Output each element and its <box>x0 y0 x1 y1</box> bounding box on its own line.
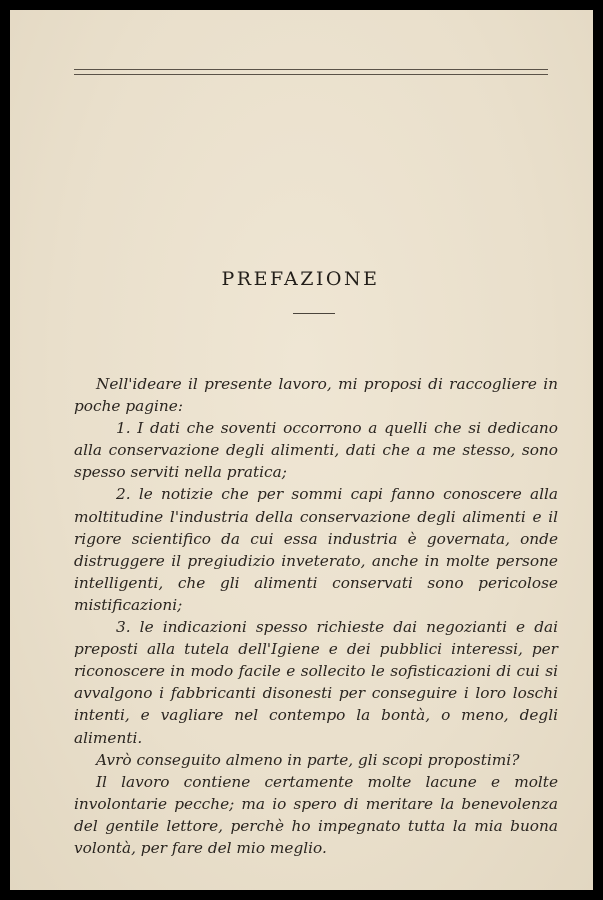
paragraph-closing: Il lavoro contiene certamente molte lacune e molte involontarie pecche; ma io spero di meritare la benevolenza del gentile lettore, perchè ho impegnato tutta la mia buona volontà, per fare del mio meglio. <box>74 772 558 857</box>
paragraph-question: Avrò conseguito almeno in parte, gli scopi propostimi? <box>96 750 520 769</box>
title-underline <box>293 313 335 314</box>
top-rule-second <box>74 74 548 75</box>
preface-text <box>74 373 558 859</box>
top-rule <box>74 69 548 70</box>
page-title: PREFAZIONE <box>221 268 380 290</box>
paragraph-point-2: 2. le notizie che per sommi capi fanno conoscere alla moltitudine l'industria della conservazione degli alimenti e il rigore scientifico da cui essa industria è governata, onde distruggere il pregiudizio inveterato, anche in molte persone intelligenti, che gli alimenti conservati sono pericolose mistificazioni; <box>74 485 558 614</box>
paragraph-point-3: 3. le indicazioni spesso richieste dai negozianti e dai preposti alla tutela dell'Igiene e dei pubblici interessi, per riconoscere in modo facile e sollecito le sofisticazioni di cui si avvalgono i fabbricanti disonesti per conseguire i loro loschi intenti, e vagliare nel contempo la bontà, o meno, degli alimenti. <box>74 618 558 747</box>
paragraph-intro: Nell'ideare il presente lavoro, mi proposi di raccogliere in poche pagine: <box>74 375 558 416</box>
book-page <box>10 10 593 890</box>
paragraph-point-1: 1. I dati che soventi occorrono a quelli che si dedicano alla conservazione degli alimenti, dati che a me stesso, sono spesso serviti nella pratica; <box>74 419 558 482</box>
